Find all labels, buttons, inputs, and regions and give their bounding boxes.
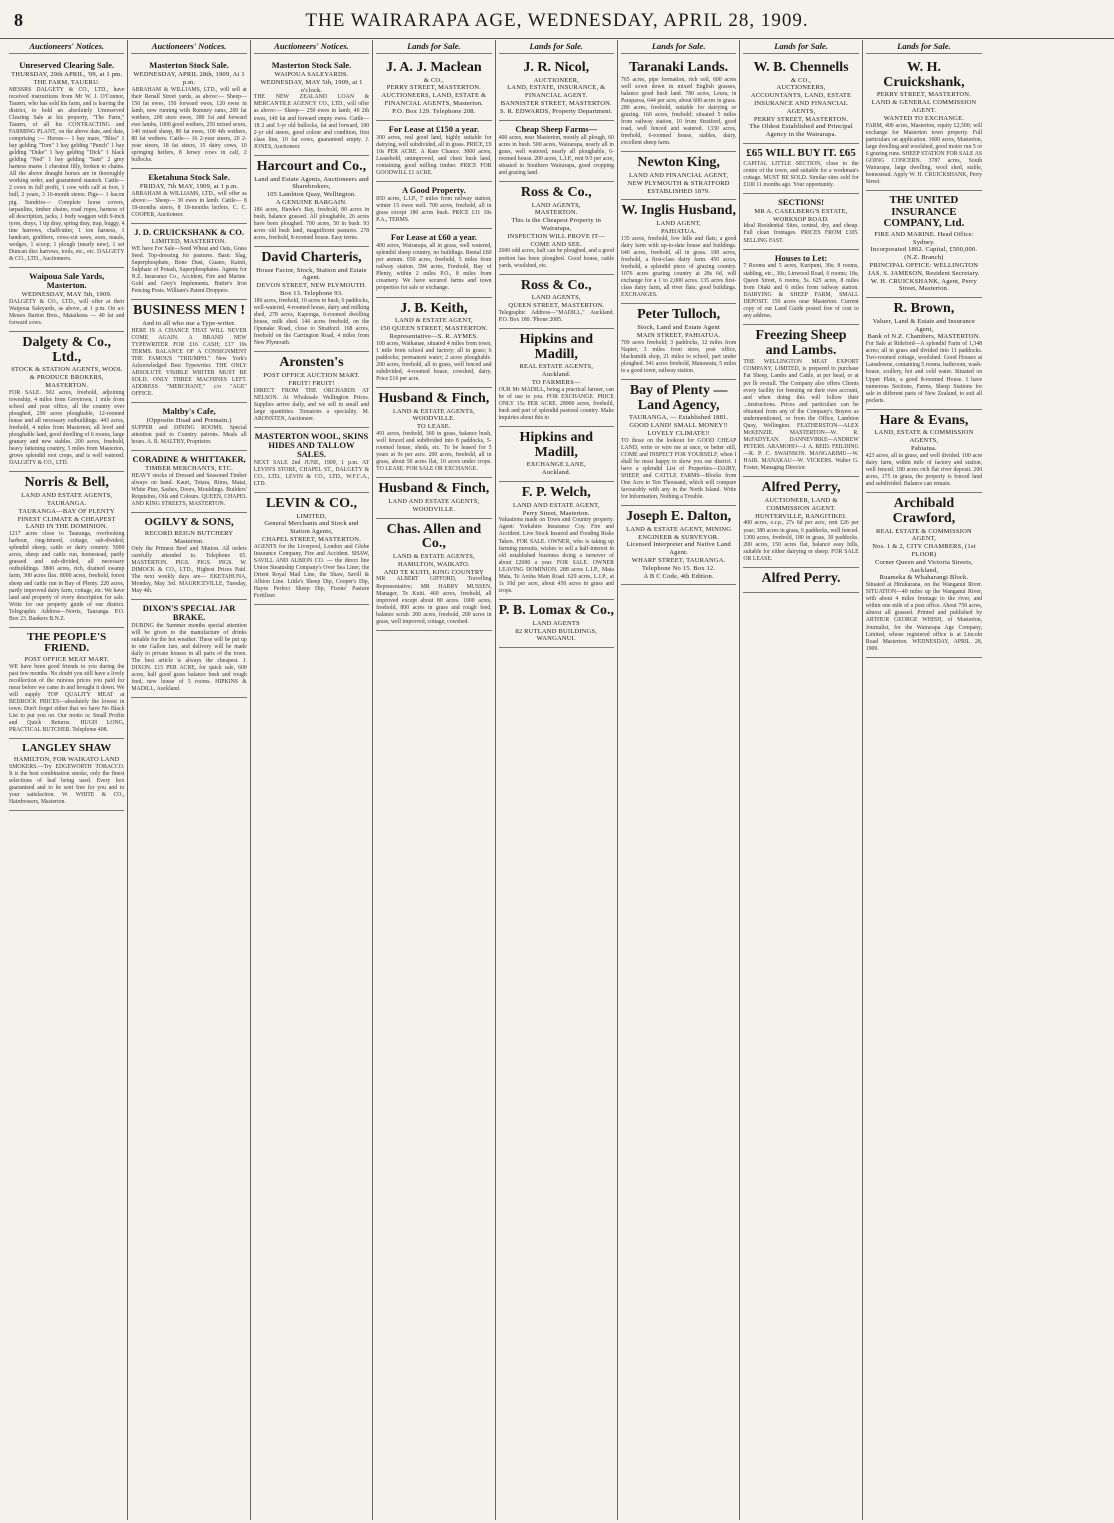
- page-number: 8: [14, 10, 23, 30]
- ad-subtitle: AUCTIONEER, LAND & COMMISSION AGENT. HUNTERVILLE, RANGITIKEI.: [755, 497, 847, 520]
- column-6: [618, 40, 740, 1520]
- newspaper-title: THE WAIRARAPA AGE, WEDNESDAY, APRIL 28, 1909.: [305, 10, 809, 31]
- advertisement: [254, 428, 369, 493]
- ad-body-text: 400 acres, Wairarapa, all in grass, well watered, splendid sheep country, no buildings. Rental £60 per annum. 650 acres, freehold, 5 miles from railway station. 594 acres, Freehold, Bay of Plenty, within 2 miles P.O., 8 miles from creamery. We have secured farms and town properties for sale or exchange.: [376, 243, 492, 292]
- column-header: Auctioneers' Notices.: [254, 40, 369, 54]
- ad-title: P. B. Lomax & Co.,: [498, 603, 614, 619]
- ad-body-text: 709 acres freehold; 3 paddocks, 12 miles from Napier, 3 miles from store, post office, blacksmith shop, 21 miles to school, part under ploughed. 541 acres freehold, Manawatu, 5 miles to a good town, railway station.: [620, 339, 737, 374]
- ad-body-text: Valuations made on Town and Country property. Agent: Yorkshire Insurance Coy. Fire and Accident. Live Stock Insured and Fooding Risks Taken. FOR SALE. OWNER, who is taking up farming pursuits, wishes to sell a half-interest in old established business doing a turnover of about £2000 a year. FOR SALE. OWNER LEAVING DOMINION. 288 acres L.I.P., Mata Mata, Te Aroha Main Road. 629 acres, L.I.P., at 1s 10d per acre, about 450 acres in grass and crops.: [498, 517, 614, 594]
- ad-title: BUSINESS MEN !: [133, 303, 246, 319]
- ad-title: Masterton Stock Sale.: [271, 60, 352, 70]
- ad-body-text: 1217 acres close to Tauranga, overlooking harbour, ring-fenced, cottage, sub-divided; splendid sheep, cattle or dairy country. 5000 acres, sheep and cattle run, homestead, partly grassed and sub-divided, all necessary outbuildings. 3800 acres, rich, drained swamp farm, 300 acres flax. 8000 acres, freehold, forest sheep and cattle run in Bay of Plenty. 220 acres, partly improved dairy farm, cottage, etc. We have land and property of every description for sale. Write for our property guide of our district. Telegraphic Address—Norris, Tauranga. P.O. Box 23. Bankers B.N.Z.: [9, 531, 125, 622]
- ad-subtitle: LAND AND ESTATE AGENTS, TAURANGA. TAURANGA—BAY OF PLENTY FINEST CLIMATE & CHEAPEST LAND IN THE DOMINION.: [17, 492, 116, 531]
- ad-subtitle: WEDNESDAY, APRIL 28th, 1909, At 1 p.m.: [133, 70, 245, 86]
- ad-title: Peter Tulloch,: [637, 307, 721, 323]
- advertisement: [743, 250, 858, 325]
- ad-body-text: ABRAHAM & WILLIAMS, LTD., will sell at their Renall Street yards, as above:— Sheep— 150 fat ewes, 150 forward ewes, 120 ewes in lamb, now running with Romney rams, 200 fat wethers, 200 store ewes, 300 1st and forward ewe lambs, 1000 good wethers, 250 mixed sexes, 140 mixed sheep, 80 fat ewes, 100 4th wethers, 80 fat wethers. Cattle— 16 2-year steers, 20 2-year steers, 18 fat steers, 15 dairy cows, 10 springing heifers, 8 Jersey cows in calf, 2 bullocks.: [131, 86, 247, 164]
- ad-body-text: 491 acres, freehold, 360 in grass, balance bush, well fenced and subdivided into 8 paddocks, 5-roomed house, sheds, etc. To be leased for 5 years at 9s per acre. 200 acres, freehold, all in grass, about 50 acres flat, 10 acres under crops. TO LEASE. FOR SALE OR EXCHANGE.: [376, 431, 492, 473]
- ad-body-text: MESSRS DALGETY & CO., LTD., have received instructions from Mr W. J. O'Connor, Tauern, who has sold his farm, and is leaving the district, to hold an absolutely Unreserved Clearing Sale at his property, "The Farm," Tauern, of all his CONTRACTING and FARMING PLANT, on the above date, and date, comprising :— Horses— 1 bay mare, "Bliss" 1 bay gelding "Tom" 1 bay gelding "Punch" 1 bay gelding "Duke" 1 bay gelding "Dick" 1 black gelding "Ned" 1 bay gelding "Sam" 2 grey harness mares 1 chestnut filly, broken to chains. All the above draught horses are in thoroughly working order, and guaranteed staunch. Cattle— 2 cows in full profit, 1 cow with calf at foot, 1 bull, 2 years, 3 16-month steers. Pigs— 1 bacon pig. Sundries— Complete horse covers, tarpaulins, timber chains, road ropes, harness of all description, jacks, 1 body waggon with 9-inch tyres, drays, 1 tip dray, spring dray, trap, buggy, 4 tine harrows, chaffcutter, 1 ton harness, 1 handcart, grubbers, cross-cut saws, axes, mauls, wedges, 1 scoop, 1 plough (nearly new), 1 set Duncan disc harrows, tools, etc., etc. DALGETY & CO., LTD., Auctioneers.: [9, 86, 125, 263]
- ad-body-text: Telegraphic Address—"MADILL," Auckland. P.O. Box 180. 'Phone 2085.: [498, 309, 614, 323]
- advertisement: [376, 388, 491, 478]
- ad-title: OGILVY & SONS,: [144, 516, 234, 529]
- column-header: Lands for Sale.: [743, 40, 858, 54]
- ad-subtitle: REAL ESTATE AGENTS, Auckland. TO FARMERS—: [519, 363, 594, 386]
- advertisement: [376, 519, 491, 631]
- advertisement: [499, 275, 614, 329]
- ad-title: A Good Property.: [401, 184, 466, 195]
- ad-subtitle: & CO., PERRY STREET, MASTERTON. AUCTIONEERS, LAND, ESTATE & FINANCIAL AGENTS, Masterton. P.O. Box 129. Telephone 208.: [381, 76, 487, 115]
- column-5: [496, 40, 618, 1520]
- ad-subtitle: LAND AGENT, PAHIATUA.: [656, 220, 701, 235]
- ad-body-text: ABRAHAM & WILLIAMS, LTD., will offer as above:— Sheep— 30 ewes in lamb. Cattle— 8 18-months steers, 8 18-months heifers. C. C. COOPER, Auctioneer.: [131, 190, 247, 219]
- ad-title: Hipkins and Madill,: [519, 430, 594, 460]
- column-header: Lands for Sale.: [866, 40, 982, 54]
- advertisement: [499, 427, 614, 482]
- ad-subtitle: Valuer, Land & Estate and Insurance Agent, Bank of N.Z. Chambers, MASTERTON.: [867, 317, 981, 341]
- ad-subtitle: (Opposite Hoad and Premain.): [146, 417, 232, 425]
- advertisement: [131, 57, 246, 169]
- ad-body-text: Only the Primest Beef and Mutton. All orders carefully attended to. Telephone 65. MASTERTON. PIGS. PIGS. PIGS. W. DIMOCK & CO., LTD., Highest Prices Paid. The next weekly days are— EKETAHUNA, Monday, May 3rd. MAURICEVILLE, Tuesday, May 4th.: [131, 545, 247, 594]
- column-3: [251, 40, 373, 1520]
- ad-title: For Lease at £60 a year.: [390, 232, 477, 243]
- ad-body-text: SUPPER and DINING ROOMS. Special attention paid to Country patrons. Meals all hours. A. R. MALTBY, Proprietor.: [131, 425, 247, 446]
- ad-subtitle: LAND & ESTATE AGENT, MINING ENGINEER & SURVEYOR. Licensed Interpreter and Native Land Agent. WHARF STREET, TAURANGA. Telephone No 15. Box 12. A B C Code, 4th Edition.: [626, 525, 732, 580]
- ad-subtitle: & CO., AUCTIONEERS, ACCOUNTANTS, LAND, ESTATE INSURANCE AND FINANCIAL AGENTS, PERRY STREET, MASTERTON. The Oldest Established and Principal Agency in the Wairarapa.: [749, 76, 853, 139]
- advertisement: [866, 298, 982, 410]
- advertisement: [621, 57, 736, 152]
- ad-body-text: 135 acres, freehold, low hills and flats; a good dairy farm with up-to-date house and buildings. 640 acres, freehold, all in grass. 108 acres, freehold, a first-class dairy farm. 450 acres, freehold, a splendid piece of grazing country. 1076 acres grazing country at 28s 6d, will exchange for a 1 to 2,000 acres. 135 acres first-class dairy farm, all river flats; good buildings. EXCHANGES.: [620, 235, 737, 299]
- ad-title: Newton King,: [637, 155, 720, 171]
- ad-body-text: HERE IS A CHANCE THAT WILL NEVER COME AGAIN. A BRAND NEW TYPEWRITER FOR £16 CASH; £17 10s TERMS. BALANCE OF A CONSIGNMENT THE FAMOUS "TRIUMPH." New York's Acknowledged Best Typewriter. THE ONLY ABSOLUTE VISIBLE WRITER MUST BE SOLD. ONLY THREE MACHINES LEFT. ADDRESS "MERCHANT," c/o "AGE" OFFICE.: [131, 327, 247, 398]
- ad-title: Houses to Let:: [774, 252, 828, 263]
- ad-body-text: 186 acres, Hawke's Bay, freehold, 80 acres in bush, balance grassed. All ploughable, 26 acres have been ploughed. 700 acres, 50 in bush. 93 acres old bush land, magnificent pastures. 278 acres, freehold, 8-roomed house. Easy terms.: [253, 206, 370, 241]
- advertisement: [743, 194, 858, 250]
- ad-body-text: DIRECT FROM THE ORCHARDS AT NELSON. At Wholesale Wellington Prices. Supplies arrive daily, and we sell in small and large quantities. Tomatoes a speciality. M. ARONSTEN, Auctioneer.: [253, 387, 370, 422]
- ad-subtitle: WAIPOUA SALEYARDS. WEDNESDAY, MAY 5th, 1909, at 1 o'clock.: [260, 70, 363, 94]
- ad-title: Norris & Bell,: [24, 475, 109, 491]
- ad-title: Cheap Sheep Farms—: [515, 123, 598, 134]
- advertisement: [743, 325, 858, 477]
- ad-subtitle: LAND AND ESTATE AGENTS, WOODVILLE.: [388, 498, 480, 513]
- column-header: Auctioneers' Notices.: [131, 40, 246, 54]
- advertisement: [9, 57, 124, 268]
- ad-title: W. B. Chennells: [753, 60, 849, 75]
- masthead: [0, 0, 1114, 39]
- ad-body-text: 300 acres, real good land, highly suitable for dairying, well subdivided, all in grass. PRICE, £9 10s PER ACRE. A Rare Chance. 3000 acres, Leasehold, unimproved, and chest bush land, containing good milling timber. PRICE FOR GOODWILL £1 ACRE.: [376, 134, 492, 176]
- advertisement: [866, 493, 982, 658]
- ad-subtitle: LAND AND ESTATE AGENT, Perry Street, Masterton.: [512, 501, 600, 517]
- ad-subtitle: FIRE AND MARINE. Head Office: Sydney. Incorporated 1862. Capital, £500,000. (N.Z. Branch) PRINCIPAL OFFICE: WELLINGTON JAS. S. JAMESON, Resident Secretary. W. H. CRUICKSHANK, Agent, Perry Street, Masterton.: [868, 230, 980, 293]
- ad-body-text: DALGETY & CO., LTD., will offer at their Waipoua Saleyards, as above, at 1 p.m. On a/c Messrs Barton Bros., Mataikona — 40 fat and forward cows.: [9, 298, 125, 326]
- ad-title: Masterton Stock Sale.: [149, 60, 229, 70]
- ad-subtitle: LAND & ESTATE AGENT, 150 QUEEN STREET, MASTERTON. Representative—S. R. AYMES.: [379, 317, 488, 340]
- advertisement: [131, 451, 246, 513]
- advertisement: [621, 380, 736, 506]
- ad-body-text: 400 acres, near Masterton, mostly all plough, 60 acres in bush. 500 acres, Wairarapa, nearly all in grass, well watered, nearly all ploughable, 6-roomed house. 200 acres, L.I.P., rent 9/3 per acre, situated in Southern Wairarapa, good cropping and grazing land.: [498, 134, 614, 176]
- ad-subtitle: LAND AGENTS 82 RUTLAND BUILDINGS, WANGANUI.: [515, 619, 598, 643]
- ad-body-text: TO those on the lookout for GOOD CHEAP LAND, write or wire me at once, or better still, COME and INSPECT FOR YOURSELF, when I shall be most happy to show you our district. I have a splendid List of Properties—DAIRY, SHEEP, and CATTLE FARMS—Blocks from One Acre to Ten Thousand, which will compare favourably with any in the North Island. Write for Information, Nothing a Trouble.: [620, 437, 737, 501]
- ad-subtitle: HAMILTON, FOR WAIKATO LAND: [13, 755, 120, 763]
- ad-body-text: Situated at Hirukurana, on the Wanganui River. SITUATION—40 miles up the Wanganui River, with about 4 miles frontage to the river, and within one mile of a post office. About 750 acres, almost all grassed. Printed and published by ARTHUR GEORGE WHISH, of Masterton, Journalist, for the Wairarapa Age Company, Limited, whose registered office is at Lincoln Road Masterton. WEDNESDAY, APRIL 28, 1909.: [865, 582, 983, 652]
- ad-title: Chas. Allen and Co.,: [386, 521, 482, 552]
- ad-subtitle: RECORD REIGN BUTCHERY Masterton.: [144, 529, 234, 545]
- advertisement: [254, 493, 369, 605]
- advertisement: [743, 568, 858, 593]
- ad-title: For Lease at £150 a year.: [388, 123, 479, 134]
- ad-subtitle: TIMBER MERCHANTS, ETC.: [145, 465, 233, 473]
- ad-body-text: For Sale at Rideford—A splendid Farm of 1,348 acres; all in grass and divided into 11 paddocks. Two-roomed cottage, woolshed. Good Houses at Lansdowne, containing 5 rooms, bathroom, wash-house, scullery, hot and cold water. Situated on Upper Plain, a good 8-roomed House. I have numerous Sections, Farms, Sheep Stations for sale in different parts of New Zealand, to suit all pockets.: [865, 341, 983, 404]
- column-7: [740, 40, 862, 1520]
- advertisement: [743, 144, 858, 194]
- advertisement: [9, 739, 124, 811]
- ad-title: Archibald Crawford,: [892, 496, 956, 526]
- ad-body-text: NEXT SALE 2nd JUNE, 1909, 1 p.m. AT LEVIN'S STORE, CHAPEL ST., DALGETY & CO., LTD., LEVIN & CO., LTD., W.F.C.A., LTD.: [253, 459, 370, 487]
- advertisement: [9, 268, 124, 332]
- ad-title: Ross & Co.,: [520, 277, 592, 293]
- ad-title: Dalgety & Co., Ltd.,: [22, 334, 112, 365]
- ad-body-text: THE WELLINGTON MEAT EXPORT COMPANY, LIMITED, is prepared to purchase Fat Sheep, Lambs and Cattle, at per head, or at per lb overall. The Company also offers Clients every facility for freezing on their own account, and when doing this will follow their ...instructions. Prices and particulars can be obtained from any of the Company's Buyers as undermentioned, or from the Office, Lambton Quay, Wellington. FEATHERSTON—ALEX McKENZIE. MASTERTON—W. R. McFADYEAN. DANNEVIRKE—ANDREW PETERS. ARAMOHO—J. A. REID. FEILDING—R. P. C. SWAINSON. MANGARIMU—W. HAIR. MANAKAU—W. VICKERS. Walter G. Foster, Managing Director.: [743, 359, 859, 472]
- column-header: Lands for Sale.: [376, 40, 491, 54]
- ad-title: Alfred Perry.: [761, 570, 841, 586]
- ad-subtitle: Land and Estate Agents, Auctioneers and Sharebrokers, 105 Lambton Quay, Wellington. A GENUINE BARGAIN.: [254, 175, 369, 206]
- advertisement: [499, 600, 614, 648]
- ad-title: Joseph E. Dalton,: [626, 509, 732, 525]
- ad-title: Harcourt and Co.,: [256, 158, 367, 174]
- ad-title: Eketahuna Stock Sale.: [148, 172, 230, 183]
- ad-subtitle: WEDNESDAY, MAY 5th, 1909.: [21, 290, 112, 298]
- ad-subtitle: LAND & ESTATE AGENTS, WOODVILLE. TO LEASE.: [392, 407, 475, 431]
- ad-body-text: DURING the Summer months special attention will be given to the manufacture of drinks suitable for the hot weather. These will be put up in one Gallon Jars, and delivery will be made daily to private houses in all parts of the town. The best article is always the cheapest. J. DIXON. £15 PER ACRE, for quick sale, 600 acres, half good grass balance bush and rough feed, new house of 5 rooms. HIPKINS & MADILL, Auckland.: [131, 622, 247, 693]
- advertisement: [9, 472, 124, 627]
- advertisement: [376, 478, 491, 518]
- ad-title: £65 WILL BUY IT. £65: [746, 147, 856, 160]
- ad-title: THE UNITED INSURANCE COMPANY, Ltd.: [883, 194, 965, 230]
- ad-subtitle: POST OFFICE AUCTION MART. FRUIT! FRUIT!: [263, 372, 360, 387]
- advertisement: [254, 247, 369, 352]
- advertisement: [621, 506, 736, 585]
- ad-title: J. B. Keith,: [400, 300, 468, 316]
- column-header: Lands for Sale.: [499, 40, 614, 54]
- column-8: [863, 40, 985, 1520]
- ad-title: MASTERTON WOOL, SKINS HIDES AND TALLOW SALES.: [254, 430, 369, 459]
- ad-title: DIXON'S SPECIAL JAR BRAKE.: [142, 602, 236, 622]
- ad-subtitle: LAND AGENTS, MASTERTON. This is the Cheapest Property in Wairarapa, INSPECTION WILL PROVE IT—COME AND SEE.: [507, 201, 606, 248]
- ad-subtitle: EXCHANGE LANE, Auckland.: [526, 461, 586, 477]
- advertisement: [131, 169, 246, 224]
- advertisement: [9, 628, 124, 740]
- advertisement: [131, 513, 246, 600]
- ad-body-text: 765 acres, pipe formation, rich soil, 600 acres well sown down in mixed English grasses, balance good bush land. 780 acres, Leura, in Paraparoa, 644 per acre, about 600 acres in grass. 280 acres, freehold, suitable for dairying or grazing. 160 acres, freehold; situated 5 miles from railway station, 10 from Stratford, good road, well fenced and watered. 1330 acres, freehold, 6-roomed house, stables, dairy, excellent sheep farm.: [620, 76, 737, 147]
- advertisement: [254, 57, 369, 156]
- ad-body-text: MR ALBERT GIFFORD, Travelling Representative; MR HARRY MUSSEN, Manager, Te Kuiti. 460 acres, freehold, all improved except about 80 acres. 1000 acres, freehold, 800 acres in grass and rough feed, balance scrub. 200 acres, freehold, 200 acres in grass, well improved, cottage, cowshed.: [376, 576, 492, 625]
- advertisement: [621, 304, 736, 380]
- ad-title: Freezing Sheep and Lambs.: [755, 327, 847, 358]
- ad-body-text: Ideal Residential Sites, central, dry, and cheap. Full clean frontages. PRICES FROM £105. SELLING FAST.: [743, 223, 859, 244]
- ad-title: Unreserved Clearing Sale.: [19, 60, 115, 70]
- ad-subtitle: PERRY STREET, MASTERTON. LAND & GENERAL COMMISSION AGENT. WANTED TO EXCHANGE.: [871, 91, 977, 122]
- ad-title: Hare & Evans,: [879, 412, 969, 428]
- columns-container: [6, 40, 1108, 1520]
- ad-title: J. R. Nicol,: [523, 60, 590, 75]
- advertisement: [866, 57, 982, 191]
- ad-body-text: HEAVY stocks of Dressed and Seasoned Timber always on hand. Kauri, Totara, Rimu, Matai, White Pine, Sashes, Doors, Mouldings. Builders' Requisites, Oils and Colours. QUEEN, CHAPEL AND KING STREETS, MASTERTON.: [131, 473, 247, 508]
- advertisement: [254, 156, 369, 247]
- ad-title: Taranaki Lands.: [629, 60, 729, 75]
- ad-title: J. D. CRUICKSHANK & CO.: [134, 227, 244, 238]
- advertisement: [376, 298, 491, 388]
- ad-subtitle: Stock, Land and Estate Agent MAIN STREET, PAHIATUA.: [636, 323, 721, 339]
- advertisement: [131, 300, 246, 403]
- column-1: [6, 40, 128, 1520]
- ad-title: THE PEOPLE'S FRIEND.: [27, 630, 107, 655]
- ad-title: F. P. Welch,: [521, 485, 591, 501]
- ad-title: Waipoua Sale Yards, Masterton.: [29, 271, 105, 290]
- ad-subtitle: LAND AGENTS, QUEEN STREET, MASTERTON.: [508, 294, 605, 310]
- ad-subtitle: THURSDAY, 29th APRIL, '09, at 1 pm. THE FARM, TAUERU.: [11, 70, 123, 86]
- advertisement: [499, 121, 614, 182]
- ad-title: LEVIN & CO.,: [265, 495, 357, 511]
- ad-title: Maltby's Cafe,: [162, 406, 216, 417]
- advertisement: [131, 403, 246, 451]
- ad-title: Ross & Co.,: [520, 184, 592, 200]
- advertisement: [376, 121, 491, 182]
- ad-subtitle: LAND & ESTATE AGENTS, HAMILTON, WAIKATO. AND TE KUITI, KING COUNTRY: [383, 553, 484, 576]
- advertisement: [499, 482, 614, 600]
- advertisement: [866, 410, 982, 493]
- ad-subtitle: REAL ESTATE & COMMISSION AGENT, Nos. 1 & 2, CITY CHAMBERS, (1st FLOOR) Corner Queen and Victoria Streets, Auckland, Ruameka & Whaharangi Block.: [872, 527, 976, 582]
- ad-body-text: SMOKERS.—Try EDGEWORTH TOBACCO. It is the best combination smoke, only the finest selections of leaf being used. Every box guaranteed and to be sent free for you and to your satisfaction. W. WHITE & CO., Hairdressers, Masterton.: [9, 763, 125, 806]
- advertisement: [131, 224, 246, 300]
- column-header: Lands for Sale.: [621, 40, 736, 54]
- ad-subtitle: LIMITED, General Merchants and Stock and Station Agents, CHAPEL STREET, MASTERTON.: [261, 512, 362, 543]
- ad-body-text: FARM, 400 acres, Masterton, equity £2,500; will exchange for Masterton town property. Full particulars on application. 1600 acres, Masterton, large dwelling and woolshed, good motor run 5 or 6 grazing runs. SHEEP STATION FOR SALE AS GOING CONCERN. 3787 acres, South Wairarapa, large dwelling, wool shed, stable, homestead. Apply W. H. CRUICKSHANK, Perry Street.: [865, 122, 983, 186]
- ad-subtitle: MR A. CASELBERG'S ESTATE, WORKSOP ROAD.: [754, 207, 848, 223]
- ad-subtitle: AUCTIONEER, LAND, ESTATE, INSURANCE, & FINANCIAL AGENT. BANNISTER STREET, MASTERTON. S. R. EDWARDS, Property Department.: [500, 76, 613, 115]
- ad-title: SECTIONS!: [778, 196, 824, 207]
- ad-title: Husband & Finch,: [378, 481, 490, 497]
- ad-subtitle: House Factor, Stock, Station and Estate Agent. DEVON STREET, NEW PLYMOUTH. Box 13. Telephone 93.: [256, 266, 367, 298]
- ad-title: Aronsten's: [279, 355, 344, 371]
- ad-body-text: 7 Rooms and 5 acres, Kuripuni, 30s; 8 rooms, stabling, etc., 30s; Linwood Road, 6 rooms; 18s; Queen Street, 6 rooms, 5s. 625 acres, 8 miles from Otaki and 6 miles from railway station. DAIRYING & SHEEP FARM, SMALL DEPOSIT. 150 acres near Masterton. Current copy of our Land Guide posted free of cost to any address.: [743, 263, 859, 319]
- ad-body-text: AGENTS for the Liverpool, London and Globe Insurance Company, Fire and Accident. SHAW, SAVILL AND ALBION CO. — the direct line Union Steamship Company's Over Sea Liner, the Orient Royal Mail Line, the Shaw, Savill & Albion Line. Little's Sheep Dip, Cooper's Dip, Hayes Perfect Sheep Dip, Fisons' Pasture Fertilizer.: [253, 543, 370, 600]
- ad-body-text: 186 acres, freehold, 10 acres in bush, 6 paddocks, well-watered, 4-roomed house, dairy and milking shed, 278 acres, Kaponga, 6-roomed dwelling house, milk shed. 146 acres freehold, on the Opunake Road, close to Stratford. 168 acres, freehold on the Carrington Road, 4 miles from New Plymouth.: [253, 297, 370, 347]
- ad-subtitle: TAURANGA, — Established 1881. GOOD LAND! SMALL MONEY!! LOVELY CLIMATE!!: [628, 414, 729, 437]
- advertisement: [621, 152, 736, 200]
- ad-title: Bay of Plenty — Land Agency,: [629, 382, 728, 413]
- ad-body-text: THE NEW ZEALAND LOAN & MERCANTILE AGENCY CO., LTD., will offer as above:— Sheep— 250 ewes in lamb, 40 2th ewes, 140 fat and forward empty ewes. Cattle— 18 2 and 3-yr old bullocks, fat and forward, 100 2-yr old steers, good colour and condition, first class line, 10 fat cows, guaranteed empty. J. JONES, Auctioneer.: [253, 94, 370, 150]
- ad-title: David Charteris,: [261, 250, 362, 265]
- advertisement: [499, 329, 614, 427]
- advertisement: [866, 191, 982, 298]
- column-header: Auctioneers' Notices.: [9, 40, 124, 54]
- ad-subtitle: FRIDAY, 7th MAY, 1909, at 1 p.m.: [139, 183, 239, 191]
- advertisement: [9, 332, 124, 472]
- ad-subtitle: And to all who use a Type-writer.: [142, 320, 236, 328]
- ad-body-text: CAPITAL LITTLE SECTION, close to the centre of the town, and suitable for a workman's cottage. MUST BE SOLD. Similar sites sold for £100 11 months ago. Your opportunity.: [743, 160, 859, 188]
- ad-body-text: 423 acres, all in grass, and well divided. 100 acre dairy farm, within mile of factory and station, well fenced. 180 acres rich flat river deposit. 200 acres, 175 in grass, the property is fenced land and subdivided. Balance can remain.: [865, 452, 983, 488]
- ad-subtitle: LIMITED, MASTERTON.: [151, 238, 227, 246]
- advertisement: [499, 57, 614, 121]
- advertisement: [376, 182, 491, 229]
- ad-body-text: WE have been good friends to you during the past few months. No doubt you still have a lively recollection of the ruinous prices you paid for meat before we came in and brought it down. We will supply TOP QUALITY MEAT at BEDROCK PRICES—absolutely the lowest in town. Don't forget either that we have No Black List to put you on. Our motto is: Small Profits and Quick Returns. HUGH LONG, PRACTICAL BUTCHER. Telephone 408.: [9, 663, 125, 734]
- ad-title: R. Brown,: [893, 301, 955, 317]
- advertisement: [743, 477, 858, 567]
- ad-title: Hipkins and Madill,: [519, 332, 594, 362]
- advertisement: [376, 229, 491, 297]
- ad-subtitle: LAND, ESTATE & COMMISSION AGENTS, Pahiatua.: [874, 429, 974, 453]
- column-4: [373, 40, 495, 1520]
- ad-body-text: 100 acres, Waikanae, situated 4 miles from town, 1 mile from school and factory; all in grass; 6 paddocks; permanent water; 2 acres ploughable. 200 acres, freehold, all in grass, well fenced and subdivided, 4-roomed house, cowshed, dairy. Price £16 per acre.: [376, 340, 492, 382]
- ad-body-text: 850 acres, L.I.P., 7 miles from railway station, winter 15 ewes well. 700 acres, freehold, all in grass except 180 acres bush. PRICE £11 10s P.A., TERMS.: [376, 195, 492, 224]
- ad-title: Husband & Finch,: [378, 390, 490, 406]
- ad-body-text: OUR Mr MADILL, being a practical farmer, can be of use to you. FOR EXCHANGE. PRICE ONLY 15s PER ACRE. 28000 acres, freehold, bush and part of splendid pastoral country. Make inquiries about this to: [498, 386, 614, 422]
- ad-subtitle: POST OFFICE MEAT MART.: [24, 656, 109, 663]
- ad-body-text: 2600 odd acres, half can be ploughed, and a good portion has been ploughed. Good house, cattle yards, woolshed, etc.: [498, 248, 614, 269]
- ad-title: LANGLEY SHAW: [22, 742, 112, 755]
- ad-subtitle: STOCK & STATION AGENTS, WOOL & PRODUCE BROKERS, MASTERTON.: [11, 366, 123, 389]
- advertisement: [499, 182, 614, 275]
- ad-title: CORADINE & WHITTAKER,: [132, 454, 246, 465]
- advertisement: [254, 352, 369, 428]
- advertisement: [376, 57, 491, 121]
- ad-body-text: FOR SALE. 502 acres, freehold, adjoining township, 4 miles from Greytown, 1 mile from school and post office, all the country ever ploughed, 290 acres ploughable, 12-roomed house and all necessary outbuildings. 443 acres, freehold, 4 miles from Masterton, all level and ploughable land, good dwelling of 6 rooms, large granary and new stables. 200 acres, freehold, heavy fattening country, 5 miles from Masterton, grows splendid root crops, and is well watered. DALGETY & CO., LTD.: [9, 389, 125, 467]
- ad-body-text: 400 acres, o.r.p., 27s 6d per acre, rent £26 per year; 380 acres in grass, 6 paddocks, well fenced. 1300 acres, freehold, 180 in grass, 30 paddocks. 200 acres, 150 acres flat, balance easy hills, suitable for either dairying or sheep. FOR SALE OR LEASE.: [743, 520, 859, 562]
- ad-subtitle: LAND AND FINANCIAL AGENT, NEW PLYMOUTH & STRATFORD ESTABLISHED 1879.: [627, 172, 730, 195]
- ad-title: W. H. Cruickshank,: [883, 60, 965, 90]
- advertisement: [621, 200, 736, 304]
- advertisement: [131, 600, 246, 698]
- ad-title: W. Inglis Husband,: [621, 203, 736, 219]
- column-2: [128, 40, 250, 1520]
- advertisement: [743, 57, 858, 144]
- ad-title: J. A. J. Maclean: [386, 60, 482, 75]
- ad-body-text: WE have For Sale—Seed Wheat and Oats, Grass Seed. Top-dressing for pastures. Basic Slag, Superphosphate, Bone Dust, Guano, Kainit, Sulphate of Potash, Superphosphates. Agents for N.Z. Insurance Co., Accident, Fire and Marine. Gold and Grey's Implements. Butter's Iron Fencing Posts. William's Patent Droppers.: [131, 245, 247, 295]
- ad-title: Alfred Perry,: [761, 480, 841, 496]
